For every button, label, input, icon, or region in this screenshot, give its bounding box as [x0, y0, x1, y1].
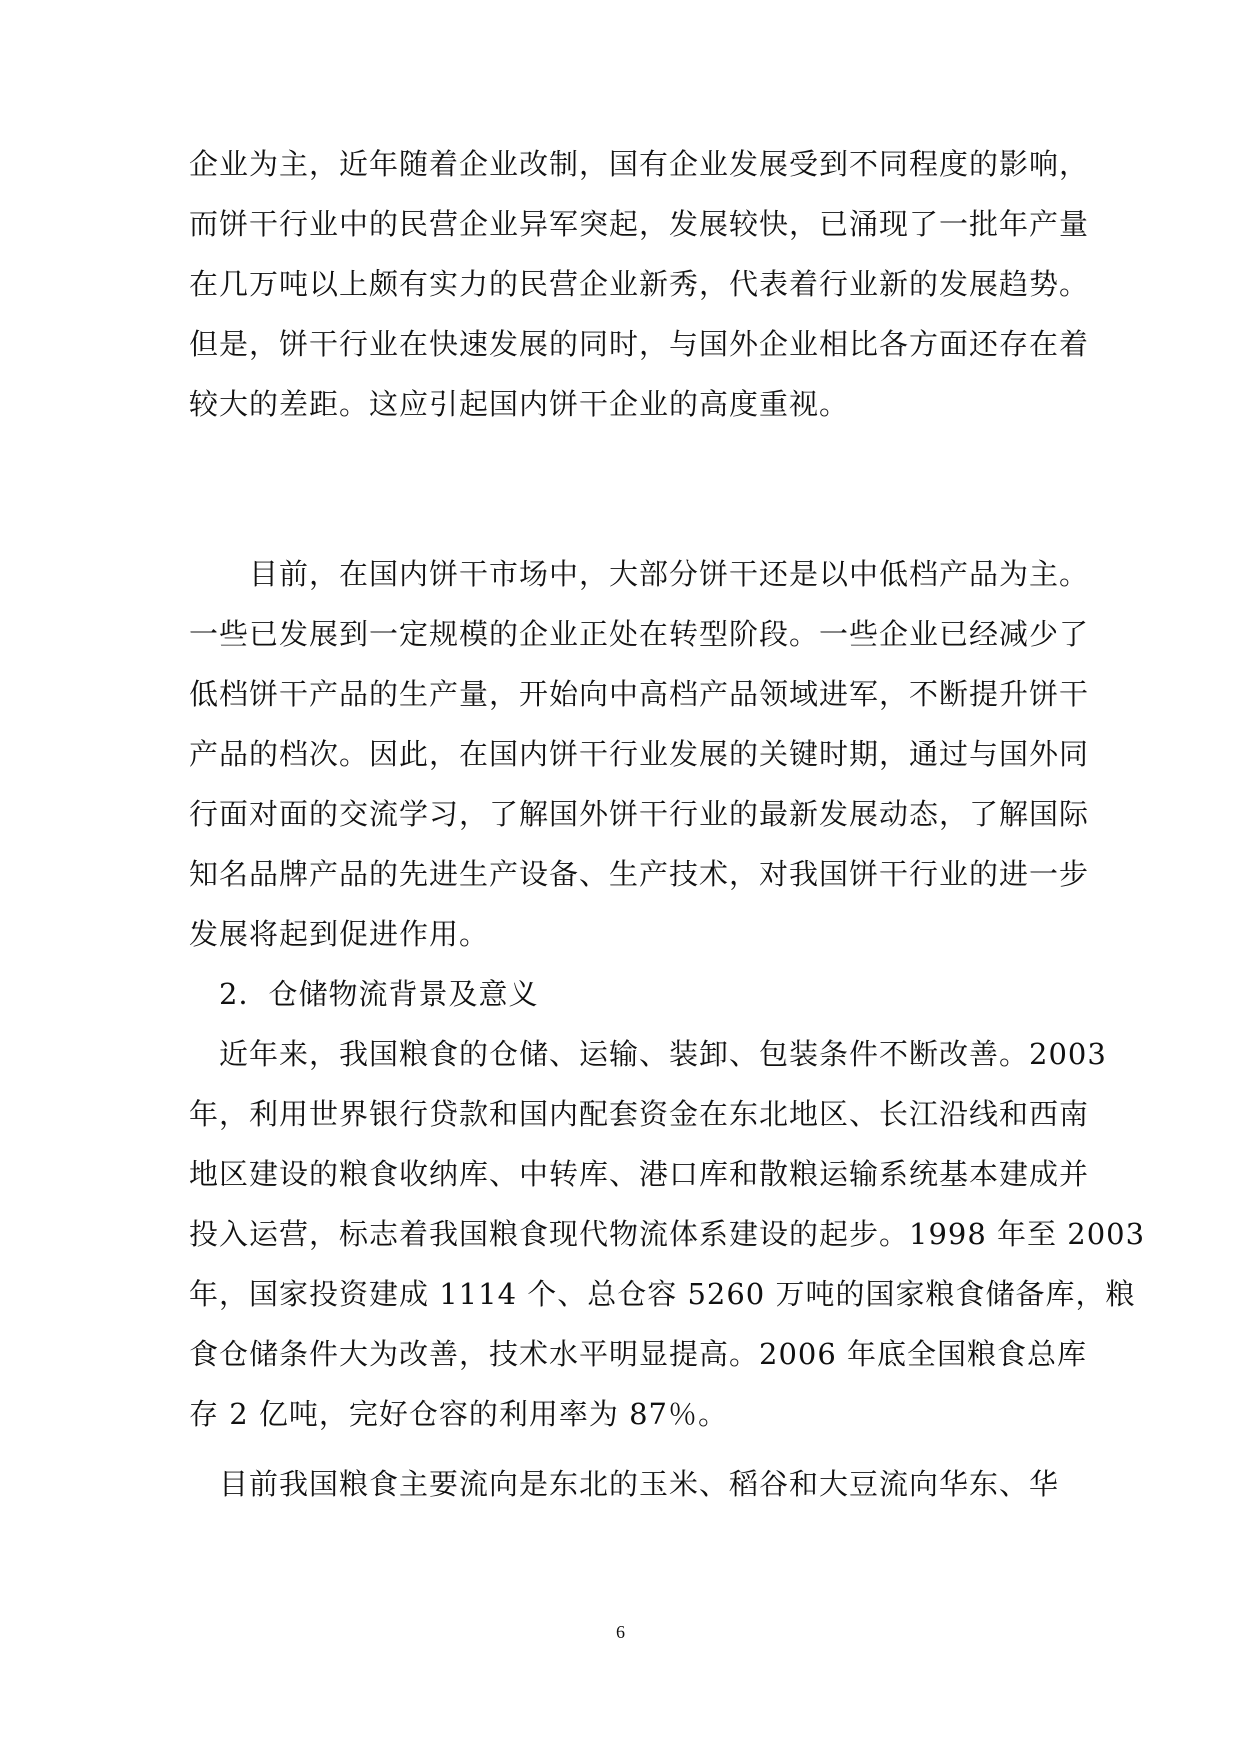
paragraph-2-line-6: 知名品牌产品的先进生产设备、生产技术，对我国饼干行业的进一步: [189, 857, 1090, 891]
section-paragraph-2-line-1: 目前我国粮食主要流向是东北的玉米、稻谷和大豆流向华东、华: [189, 1467, 1060, 1501]
section-heading: 2．仓储物流背景及意义: [189, 977, 539, 1011]
paragraph-1-line-4: 但是，饼干行业在快速发展的同时，与国外企业相比各方面还存在着: [189, 327, 1090, 361]
paragraph-2-line-7: 发展将起到促进作用。: [189, 917, 490, 951]
section-paragraph-1-line-3: 地区建设的粮食收纳库、中转库、港口库和散粮运输系统基本建成并: [189, 1157, 1090, 1191]
paragraph-2-line-2: 一些已发展到一定规模的企业正处在转型阶段。一些企业已经减少了: [189, 617, 1090, 651]
paragraph-2-line-5: 行面对面的交流学习，了解国外饼干行业的最新发展动态，了解国际: [189, 797, 1090, 831]
paragraph-2-line-1: 目前，在国内饼干市场中，大部分饼干还是以中低档产品为主。: [189, 557, 1090, 591]
paragraph-1-line-5: 较大的差距。这应引起国内饼干企业的高度重视。: [189, 387, 850, 421]
section-paragraph-1-line-4: 投入运营，标志着我国粮食现代物流体系建设的起步。1998 年至 2003: [189, 1217, 1146, 1251]
paragraph-2-line-3: 低档饼干产品的生产量，开始向中高档产品领域进军，不断提升饼干: [189, 677, 1090, 711]
page-number: 6: [616, 1622, 625, 1642]
section-paragraph-1-line-7: 存 2 亿吨，完好仓容的利用率为 87％。: [189, 1397, 729, 1431]
section-paragraph-1-line-2: 年，利用世界银行贷款和国内配套资金在东北地区、长江沿线和西南: [189, 1097, 1090, 1131]
paragraph-2-line-4: 产品的档次。因此，在国内饼干行业发展的关键时期，通过与国外同: [189, 737, 1090, 771]
paragraph-1-line-2: 而饼干行业中的民营企业异军突起，发展较快，已涌现了一批年产量: [189, 207, 1090, 241]
section-paragraph-1-line-1: 近年来，我国粮食的仓储、运输、装卸、包装条件不断改善。2003: [189, 1037, 1107, 1071]
section-paragraph-1-line-5: 年，国家投资建成 1114 个、总仓容 5260 万吨的国家粮食储备库，粮: [189, 1277, 1136, 1311]
paragraph-1-line-1: 企业为主，近年随着企业改制，国有企业发展受到不同程度的影响，: [189, 147, 1090, 181]
section-paragraph-1-line-6: 食仓储条件大为改善，技术水平明显提高。2006 年底全国粮食总库: [189, 1337, 1088, 1371]
paragraph-1-line-3: 在几万吨以上颇有实力的民营企业新秀，代表着行业新的发展趋势。: [189, 267, 1090, 301]
